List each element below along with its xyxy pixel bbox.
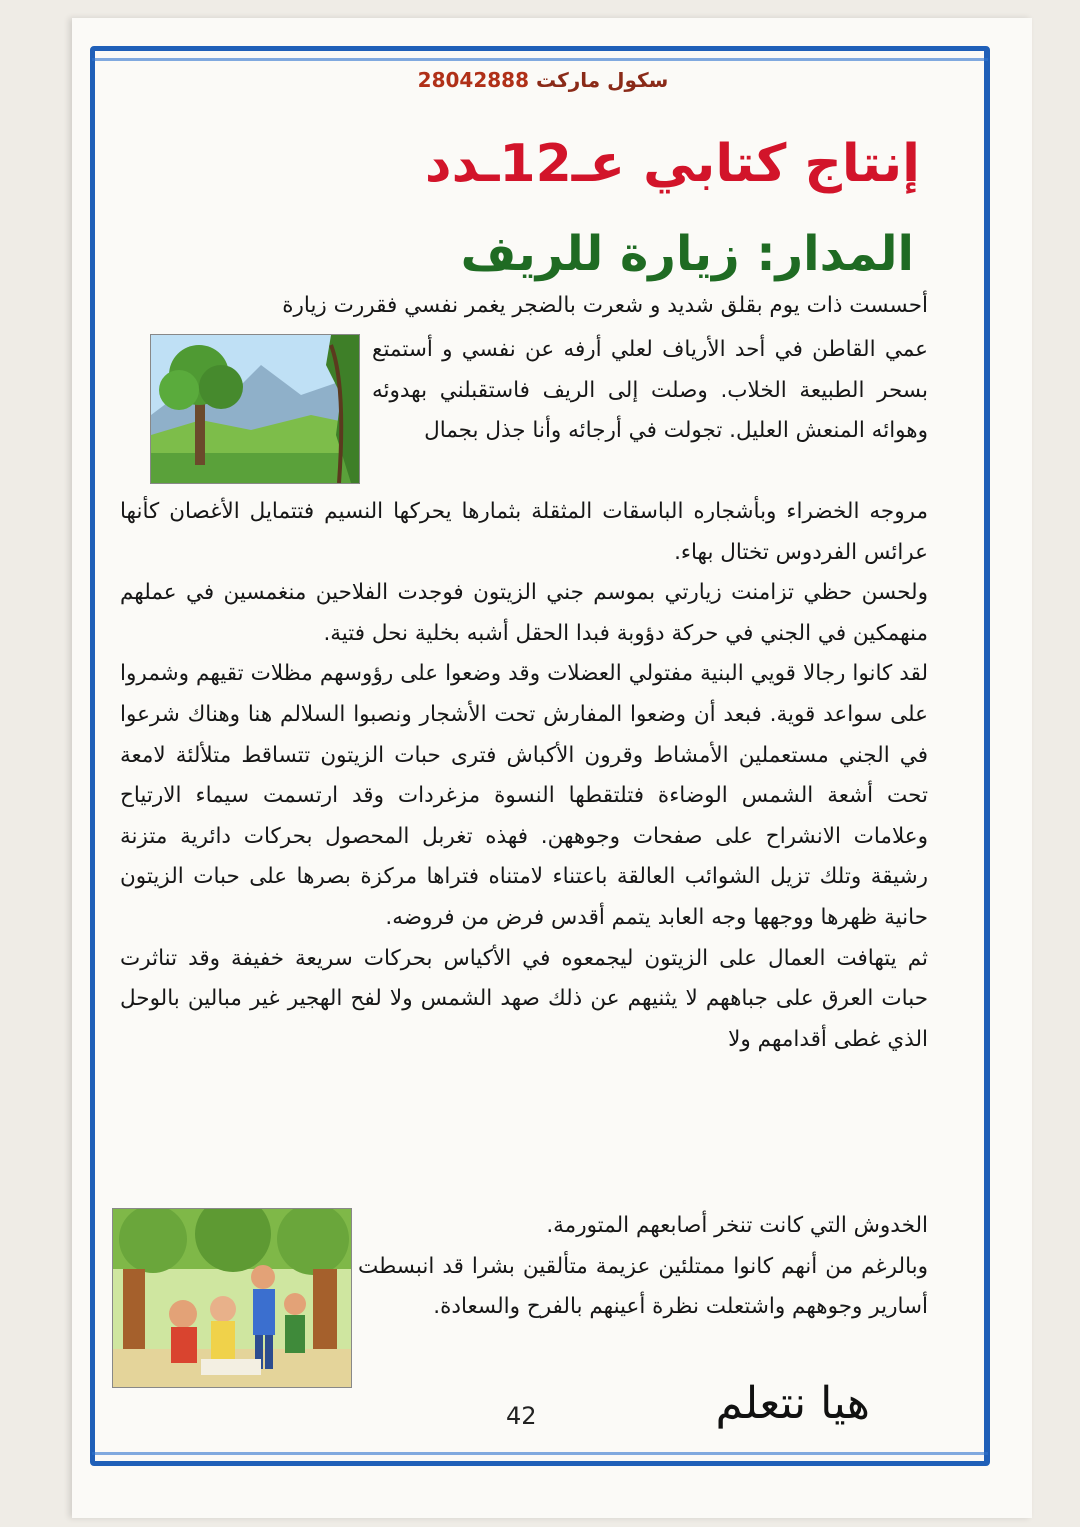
paragraph-5-tail: الخدوش التي كانت تنخر أصابعهم المتورمة. <box>546 1213 928 1238</box>
paragraph-6: وبالرغم من أنهم كانوا ممتلئين عزيمة متألقين بشرا قد انبسطت أسارير وجوههم واشتعلت نظرة أعينهم بالفرح والسعادة. <box>358 1253 928 1320</box>
shop-name: سكول ماركت <box>535 68 669 92</box>
paragraph-1-first-line: أحسست ذات يوم بقلق شديد و شعرت بالضجر يغمر نفسي فقررت زيارة <box>282 293 928 318</box>
paragraphs-bottom-wrapped <box>358 1206 928 1328</box>
paragraph-3: ولحسن حظي تزامنت زيارتي بموسم جني الزيتون فوجدت الفلاحين منغمسين في عملهم منهمكين في الجني في حركة دؤوبة فبدا الحقل أشبه بخلية نحل فتية. <box>120 580 928 646</box>
paragraphs-main-block <box>120 492 928 1060</box>
countryside-illustration <box>150 334 360 484</box>
paragraph-5: ثم يتهافت العمال على الزيتون ليجمعوه في الأكياس بحركات سريعة خفيفة وقد تناثرت حبات العرق على جباههم لا يثنيهم عن ذلك صهد الشمس ولا لفح الهجير غير مبالين بالوحل الذي غطى أقدامهم ولا <box>120 945 928 1052</box>
page-title: إنتاج كتابي عـ12ـدد <box>424 134 920 194</box>
handwritten-note: هيا نتعلم <box>715 1378 870 1429</box>
shop-phone: 28042888 <box>417 68 529 92</box>
frame-top-stripe <box>92 58 988 61</box>
shop-stamp <box>0 68 1080 92</box>
paragraph-4: لقد كانوا رجالا قويي البنية مفتولي العضلات وقد وضعوا على رؤوسهم مظلات تقيهم وشمروا على سواعد قوية. فبعد أن وضعوا المفارش تحت الأشجار ونصبوا السلالم هنا وهناك شرعوا في الجني مستعملين الأمشاط وقرون الأكباش فترى حبات الزيتون تتساقط متلألئة لامعة تحت أشعة الشمس الوضاءة فتلتقطها النسوة مزغردات وقد ارتسمت سيماء الارتياح وعلامات الانشراح على صفحات وجوههن. فهذه تغربل المحصول بحركات دائرية متزنة رشيقة وتلك تزيل الشوائب العالقة باعتناء لامتناه فتراها مركزة بصرها على حبات الزيتون حانية ظهرها ووجهها وجه العابد يتمم أقدس فرض من فروضه. <box>120 661 928 930</box>
paragraph-2: مروجه الخضراء وبأشجاره الباسقات المثقلة بثمارها يحركها النسيم فتتمايل الأغصان كأنها عرائس الفردوس تختال بهاء. <box>120 499 928 565</box>
olive-harvest-illustration <box>112 1208 352 1388</box>
page-number: 42 <box>506 1402 537 1430</box>
frame-bottom-stripe <box>92 1452 988 1455</box>
page-subtitle: المدار: زيارة للريف <box>460 226 914 282</box>
paragraph-1-wrapped: عمي القاطن في أحد الأرياف لعلي أرفه عن نفسي و أستمتع بسحر الطبيعة الخلاب. وصلت إلى الريف فاستقبلني بهدوئه وهوائه المنعش العليل. تجولت في أرجائه وأنا جذل بجمال <box>372 337 928 444</box>
